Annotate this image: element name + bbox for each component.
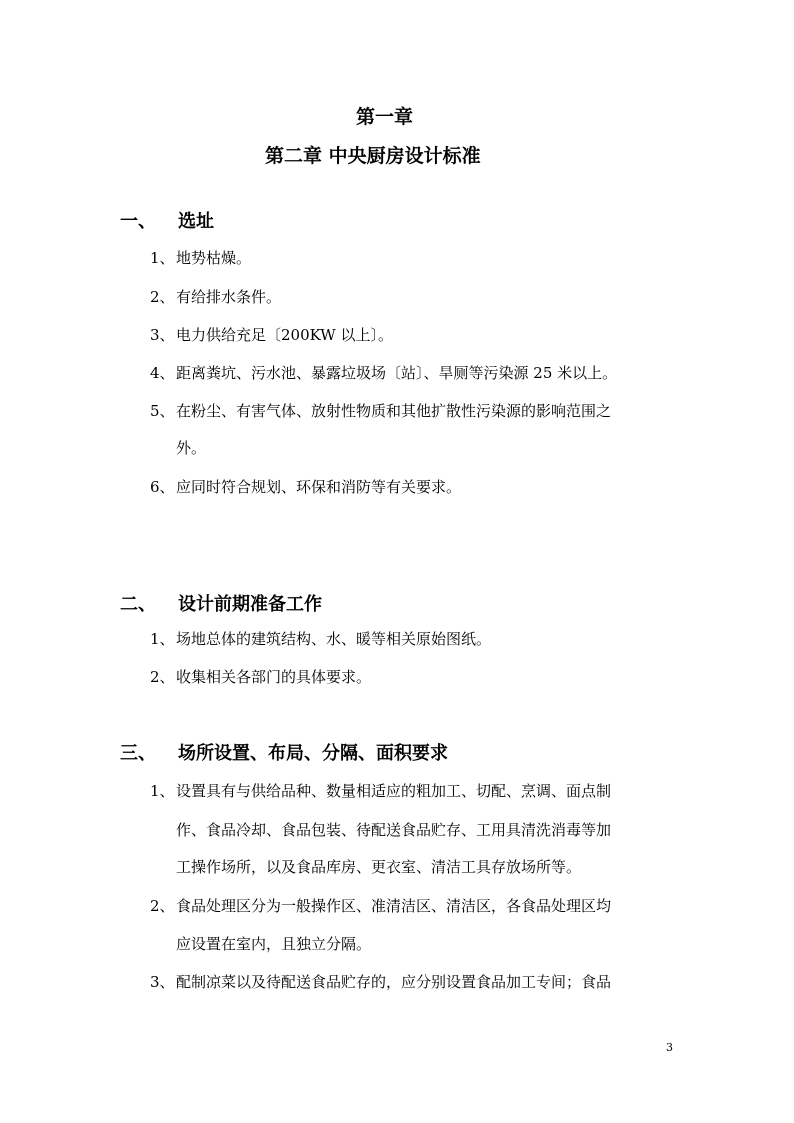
item-text: 应同时符合规划、环保和消防等有关要求。 — [176, 478, 462, 496]
item-number: 2、 — [150, 668, 175, 686]
section-2-number: 二、 — [120, 594, 156, 615]
item-text: 距离粪坑、污水池、暴露垃圾场〔站〕、旱厕等污染源 25 米以上。 — [176, 364, 618, 382]
item-text: 配制凉菜以及待配送食品贮存的，应分别设置食品加工专间；食品 — [176, 973, 612, 991]
item-number: 4、 — [150, 364, 175, 382]
item-text: 电力供给充足〔200KW 以上〕。 — [176, 326, 393, 344]
item-number: 5、 — [150, 402, 175, 420]
section-3-title: 场所设置、布局、分隔、面积要求 — [178, 743, 448, 764]
item-text: 有给排水条件。 — [176, 288, 282, 306]
section-1-number: 一、 — [120, 211, 156, 232]
chapter-2-heading: 第二章 中央厨房设计标准 — [265, 145, 481, 167]
item-text: 场地总体的建筑结构、水、暖等相关原始图纸。 — [176, 630, 492, 648]
item-text-continuation: 外。 — [176, 439, 207, 457]
item-number: 1、 — [150, 249, 175, 267]
item-number: 3、 — [150, 326, 175, 344]
section-3-number: 三、 — [120, 743, 156, 764]
item-text: 收集相关各部门的具体要求。 — [176, 668, 372, 686]
item-text: 地势枯燥。 — [176, 249, 252, 267]
page-number: 3 — [666, 1041, 673, 1054]
item-number: 1、 — [150, 630, 175, 648]
item-number: 2、 — [150, 897, 175, 915]
item-number: 6、 — [150, 478, 175, 496]
item-text-continuation: 应设置在室内，且独立分隔。 — [176, 935, 372, 953]
item-number: 3、 — [150, 973, 175, 991]
chapter-1-heading: 第一章 — [356, 106, 414, 128]
item-number: 1、 — [150, 782, 175, 800]
item-text-continuation: 工操作场所，以及食品库房、更衣室、清洁工具存放场所等。 — [176, 858, 582, 876]
item-text-continuation: 作、食品冷却、食品包装、待配送食品贮存、工用具清洗消毒等加 — [176, 821, 612, 839]
item-number: 2、 — [150, 288, 175, 306]
item-text: 食品处理区分为一般操作区、准清洁区、清洁区，各食品处理区均 — [176, 897, 612, 915]
item-text: 在粉尘、有害气体、放射性物质和其他扩散性污染源的影响范围之 — [176, 402, 612, 420]
section-1-title: 选址 — [178, 211, 214, 232]
item-text: 设置具有与供给品种、数量相适应的粗加工、切配、烹调、面点制 — [176, 782, 612, 800]
section-2-title: 设计前期准备工作 — [178, 594, 322, 615]
